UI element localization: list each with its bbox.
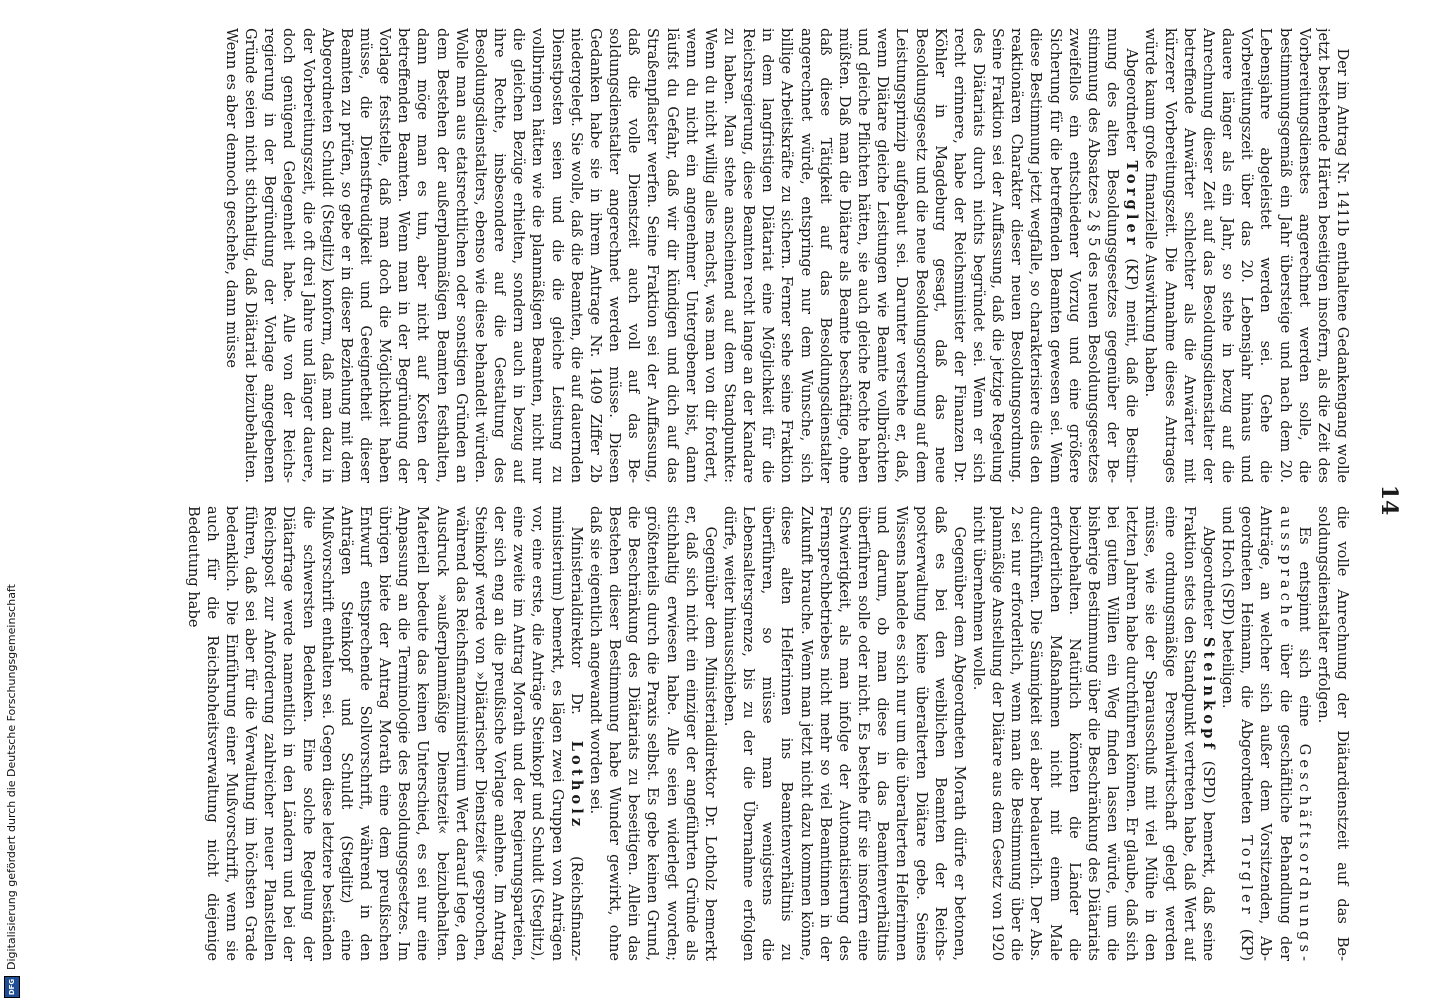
paragraph: Der im Antrag Nr. 1411b enthaltene Gedankengang wolle jetzt bestehende Härten beseitigen insofern, als die Zeit des Vorbereitungsdienstes angerechnet werden solle, die bestimmungsgemäß ein Jahr übersteige und nach dem 20. Lebensjahre abgeleistet werden sei. Gehe die Vorbereitungszeit über das 20. Lebensjahr hinaus und dauere länger als ein Jahr, so stehe in bezug auf die Anrechnung dieser Zeit auf das Besoldungsdienstalter der betreffende Anwärter schlechter als die Anwärter mit kürzerer Vorbereitungszeit. Die Annahme dieses Antrages würde kaum große finanzielle Auswirkung haben. [1142,28,1351,483]
dfg-logo-icon: DFG [4,976,20,998]
paragraph: Gegenüber dem Ministerialdirektor Dr. Lotholz bemerkt er, daß sich nicht ein einziger der angeführten Gründe als stichhaltig erwiesen habe. Alle seien widerlegt worden; größtenteils durch die Praxis selbst. Es gebe keinen Grund, die Beschränkung des Diätariats zu beseitigen. Allein das Bestehen dieser Bestimmung habe Wunder gewirkt, ohne daß sie eigentlich angewandt worden sei. [586,506,719,961]
speaker-name: Torgler [1123,160,1141,249]
paragraph: die volle Anrechnung der Diätardienstzeit auf das Besoldungsdienstalter erfolgen. [1314,506,1351,961]
paragraph: Gegenüber dem Abgeordneten Morath dürfe er betonen, daß es bei den weiblichen Beamten der Reichspostverwaltung keine überalterten Diätare gebe. Seines Wissens handele es sich nur um die überalterten Helferinnen und darum, ob man diese in das Beamtenverhältnis überführen solle oder nicht. Es bestehe für sie insofern eine Schwierigkeit, als man infolge der Automatisierung des Fernsprechbetriebes nicht mehr so viel Beamtinnen in der Zukunft brauche. Wenn man jetzt nicht dazu kommen könne, diese alten Helferinnen ins Beamtenverhältnis zu überführen, so müsse man wenigstens die Lebensaltersgrenze, bis zu der die Übernahme erfolgen dürfe, weiter hinausschieben. [721,506,968,961]
document-page [20,0,1434,1000]
speaker-name: Steinkopf [1199,636,1217,753]
speaker-name: Lotholz [567,740,585,831]
spaced-term: Geschäftsordnungsaussprache [1276,506,1313,961]
paragraph: Abgeordneter Steinkopf (SPD) bemerkt, daß seine Fraktion stets den Standpunkt vertreten habe, daß Wert auf eine ordnungsmäßige Personalwirtschaft gelegt werden müsse, wie sie der Sparausschuß mit viel Mühe in den letzten Jahren habe durchführen können. Er glaube, daß sich bei gutem Willen ein Weg finden lassen würde, um die bisherige Bestimmung über die Beschränkung des Diätariats beizubehalten. Natürlich könnten die Länder die erforderlichen Maßnahmen nicht mit einem Male durchführen. Die Säumigkeit sei aber bedauerlich. Der Abs. 2 sei nur erforderlich, wenn man die Bestimmung über die planmäßige Anstellung der Diätare aus dem Gesetz von 1920 nicht übernehmen wolle. [970,506,1217,961]
page-number: 14 [1376,484,1402,516]
paragraph: Es entspinnt sich eine Geschäftsordnungsaussprache über die geschäftliche Behandlung der Anträge, an welcher sich außer dem Vorsitzenden, Abgeordneten Heimann, die Abgeordneten Torgler (KP) und Hoch (SPD) beteiligen. [1219,506,1313,961]
digitization-credit [2,578,22,998]
paragraph: Abgeordneter Torgler (KP) meint, daß die Bestimmung des alten Besoldungsgesetzes gegenüber der Bestimmung des Absatzes 2 § 5 des neuen Besoldungsgesetzes zweifellos ein entschiedener Vorzug und eine größere Sicherung für die betreffenden Beamten gewesen sei. Wenn diese Bestimmung jetzt wegfalle, so charakterisiere dies den reaktionären Charakter dieser neuen Besoldungsordnung. Seine Fraktion sei der Auffassung, daß die jetzige Regelung des Diätariats durch nichts begründet sei. Wenn er sich recht erinnere, habe der Reichsminister der Finanzen Dr. Köhler in Magdeburg gesagt, daß das neue Besoldungsgesetz und die neue Besoldungsordnung auf dem Leistungsprinzip aufgebaut sei. Darunter verstehe er, daß, wenn Diätare gleiche Leistungen wie Beamte vollbrächten und gleiche Pflichten hätten, sie auch gleiche Rechte haben müßten. Daß man die Diätare als Beamte beschäftige, ohne daß diese Tätigkeit auf das Besoldungsdienstalter angerechnet würde, entspringe nur dem Wunsche, sich billige Arbeitskräfte zu sichern. Ferner sehe seine Fraktion in dem langfristigen Diätariat eine Möglichkeit für die Reichsregierung, diese Beamten recht lange an der Kandare zu haben. Man stehe anscheinend auf dem Standpunkte: Wenn du nicht willig alles machst, was man von dir fordert, wenn du nicht ein angenehmer Untergebener bist, dann läufst du Gefahr, daß wir dir kündigen und dich auf das Straßenpflaster werfen. Seine Fraktion sei der Auffassung, daß die volle Dienstzeit auch voll auf das Besoldungsdienstalter angerechnet werden müsse. Diesen Gedanken habe sie in ihrem Antrage Nr. 1409 Ziffer 2b niedergelegt. Sie wolle, daß die Beamten, die auf dauernden Dienstposten seien und die die gleiche Leistung zu vollbringen hätten wie die planmäßigen Beamten, nicht nur die gleichen Bezüge erhielten, sondern auch in bezug auf ihre Rechte, insbesondere auf die Gestaltung des Besoldungsdienstalters, ebenso wie diese behandelt würden. Wolle man aus etatsrechtlichen oder sonstigen Gründen an dem Bestehen der außerplanmäßigen Beamten festhalten, dann möge man es tun, aber nicht auf Kosten der betreffenden Beamten. Wenn man in der Begründung der Vorlage feststelle, daß man doch die Möglichkeit haben müsse, die Dienstfreudigkeit und Geeignetheit dieser Beamten zu prüfen, so gebe er in dieser Beziehung mit dem Abgeordneten Schuldt (Steglitz) konform, daß man dazu in der Vorbereitungszeit, die oft drei Jahre und länger dauere, doch genügend Gelegenheit habe. Alle von der Reichsregierung in der Begründung der Vorlage angegebenen Gründe seien nicht stichhaltig, daß Diätariat beizubehalten. Wenn es aber dennoch geschehe, dann müsse [222,28,1141,483]
paragraph: Ministerialdirektor Dr. Lotholz (Reichsfinanzministerium) bemerkt, es lägen zwei Gruppen von Anträgen vor, eine erste, die Anträge Steinkopf und Schuldt (Steglitz), eine zweite im Antrag Morath und der Regierungsparteien, der sich eng an die preußische Vorlage anlehne. Im Antrag Steinkopf werde von »Diätarischer Dienstzeit« gesprochen, während das Reichsfinanzministerium Wert darauf lege, den Ausdruck »außerplanmäßige Dienstzeit« beizubehalten. Materiell bedeute das keinen Unterschied, es sei nur eine Anpassung an die Terminologie des Besoldungsgesetzes. Im übrigen biete der Antrag Morath eine dem preußischen Entwurf entsprechende Sollvorschrift, während in den Anträgen Steinkopf und Schuldt (Steglitz) eine Mußvorschrift enthalten sei. Gegen diese letztere beständen die schwersten Bedenken. Eine solche Regelung der Diätarfrage werde namentlich in den Ländern und bei der Reichspost zur Anforderung zahlreicher neuer Planstellen führen, daß sei aber für die Verwaltung im höchsten Grade bedenklich. Die Einführung einer Mußvorschrift, wenn sie auch für die Reichshoheitsverwaltung nicht diejenige Bedeutung habe [184,506,585,961]
digitization-note: Digitalisierung gefördert durch die Deutsche Forschungsgemeinschaft [5,584,18,970]
speaker-name: Torgler [1238,835,1256,918]
text-column-left [84,28,1352,483]
text-column-right [84,506,1352,961]
